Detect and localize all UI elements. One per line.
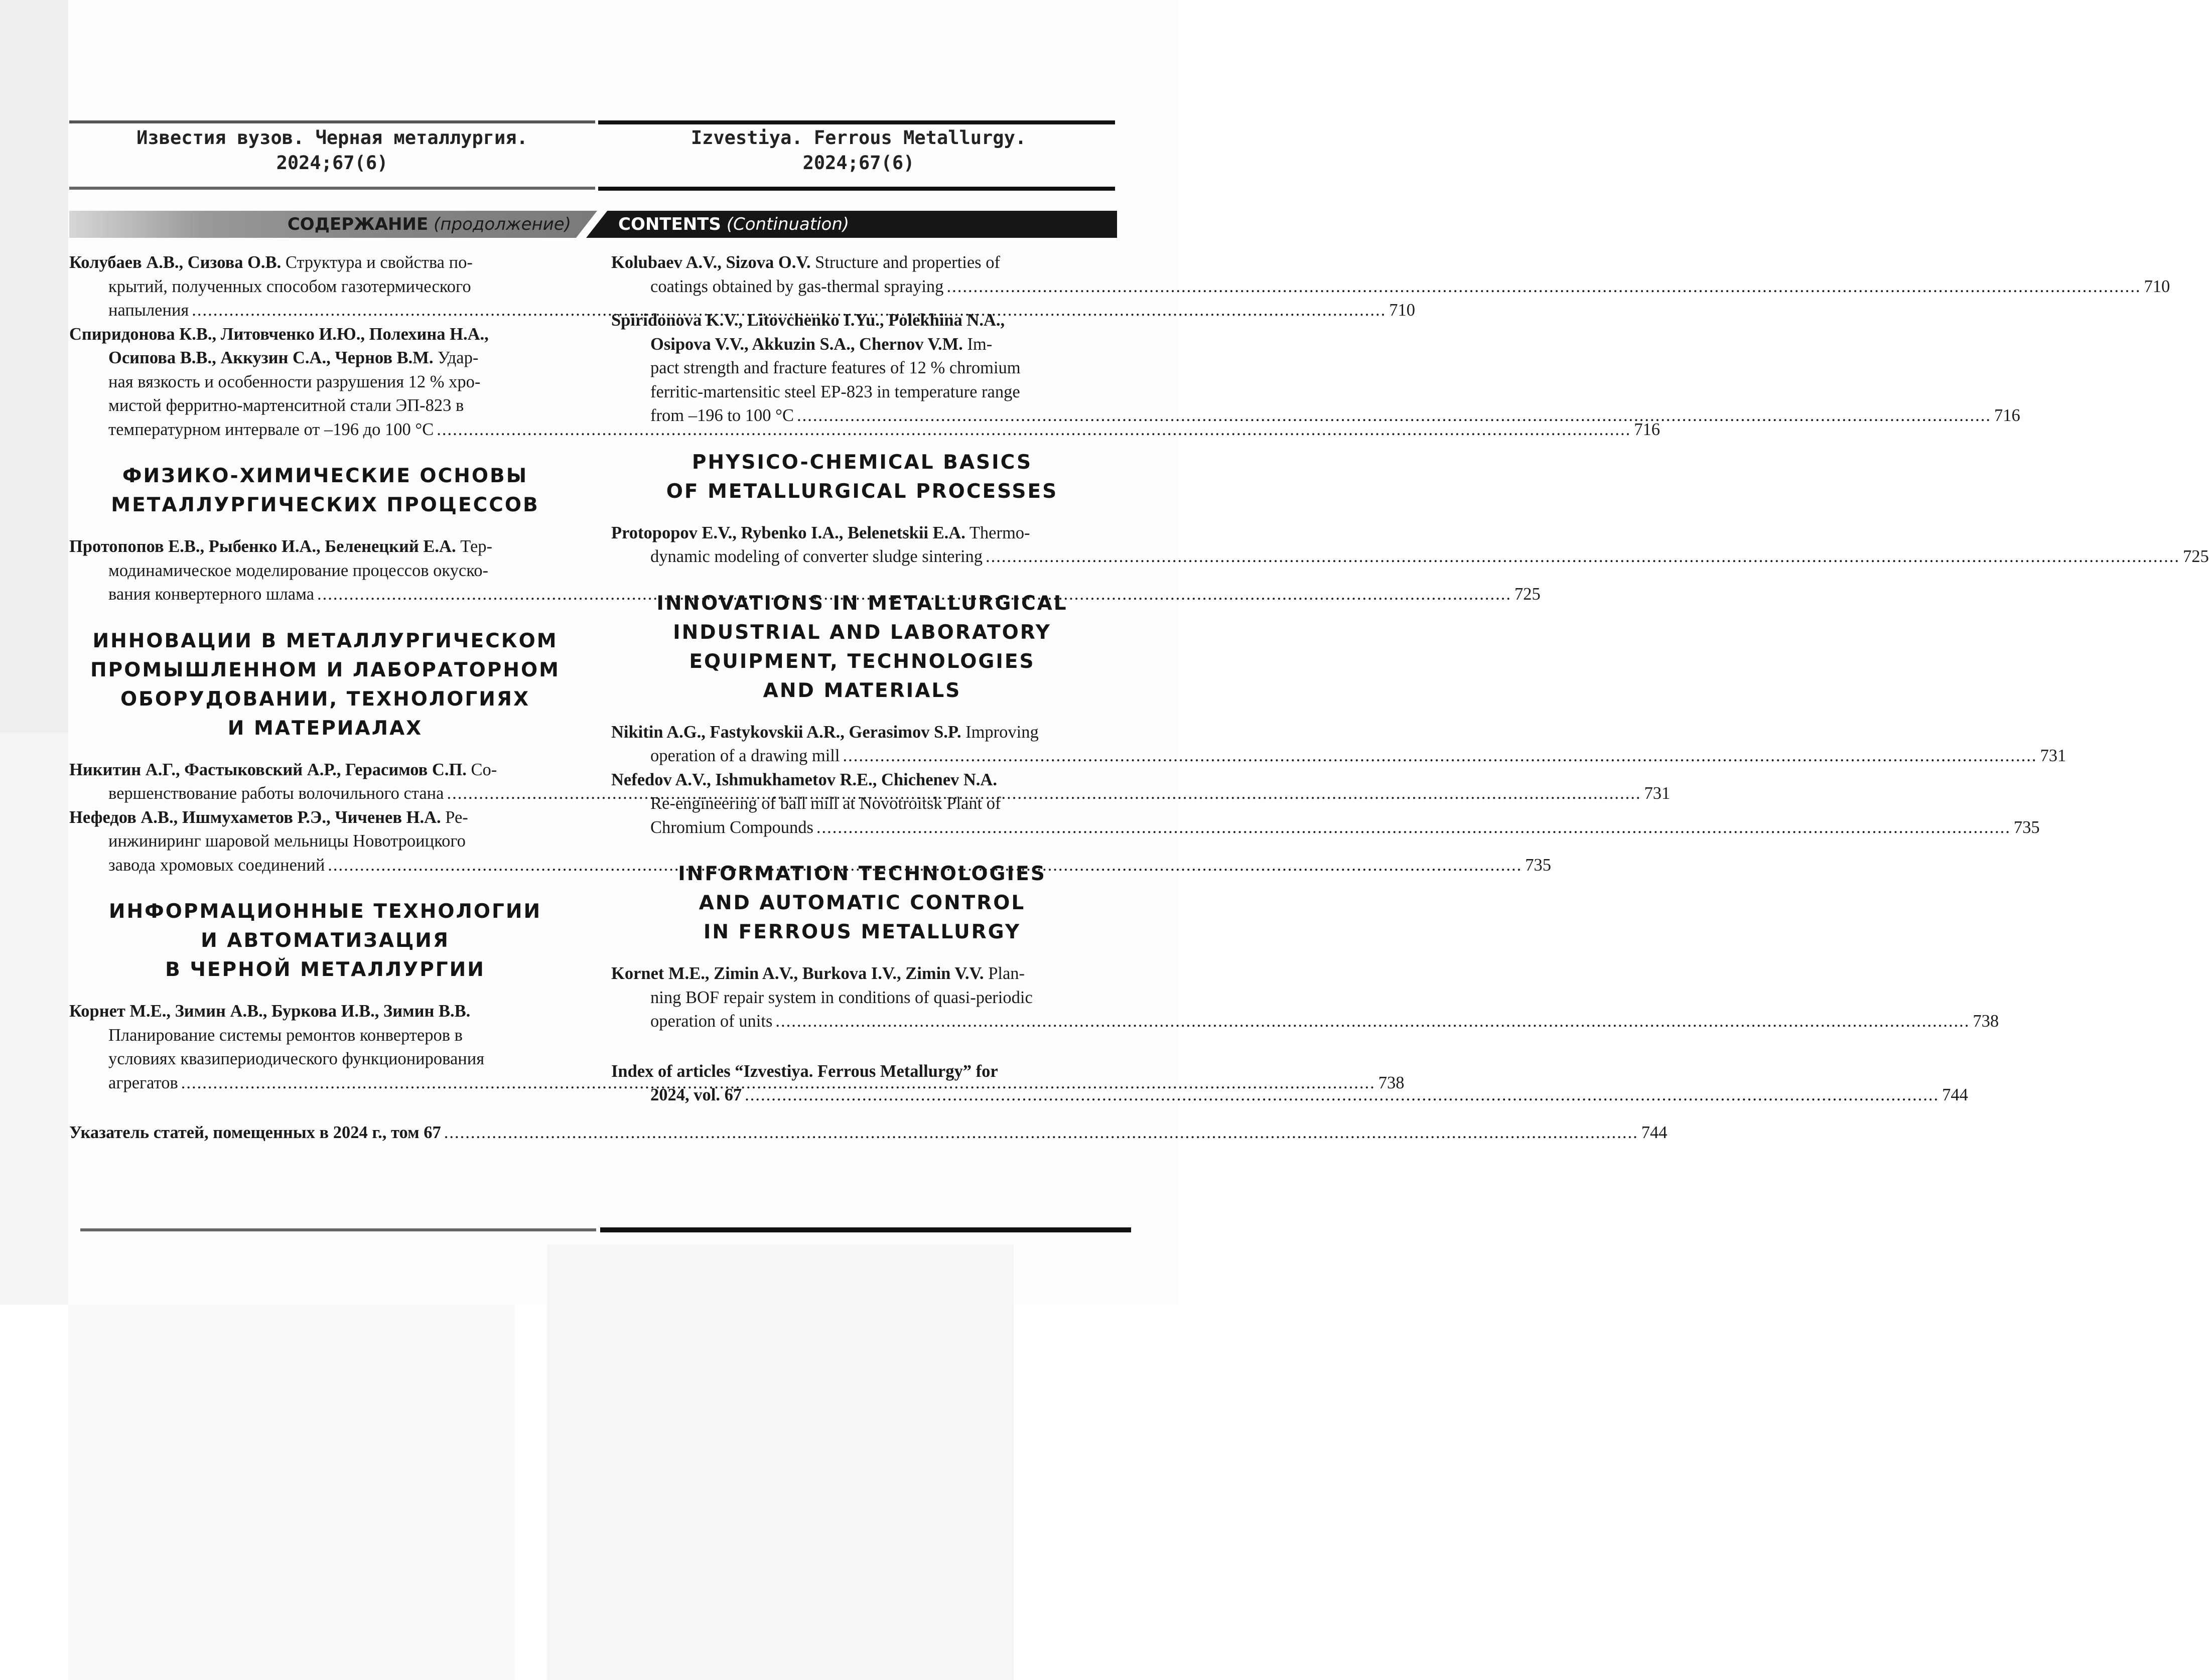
section-heading-line: ФИЗИКО-ХИМИЧЕСКИЕ ОСНОВЫ [122,465,528,487]
entry-title-start: Thermo- [965,523,1030,542]
index-title: Указатель статей, помещенных в 2024 г., том 67 [69,1123,441,1142]
contents-label-en [618,211,849,238]
entry-title-end: Chromium Compounds [650,817,813,837]
entry-authors: Корнет М.Е., Зимин А.В., Буркова И.В., Зимин В.В. [69,1002,471,1021]
section-heading [69,897,581,985]
entry-title-start: Structure and properties of [810,253,1000,272]
dot-leader [946,277,2141,296]
journal-title-ru: Известия вузов. Черная металлургия. [136,127,528,149]
contents-note-ru: (продолжение) [434,214,571,234]
entry-title-end: coatings obtained by gas-thermal spraying [650,276,944,296]
section-heading-line: И АВТОМАТИЗАЦИЯ [201,929,450,952]
section-heading-line: INFORMATION TECHNOLOGIES [678,863,1046,885]
entry-last-line [69,418,1660,442]
entry-last-line [611,1010,1999,1034]
contents-column-en [611,251,2209,1107]
top-rule-right [598,120,1115,124]
section-heading [611,448,1113,506]
section-heading-line: INNOVATIONS IN METALLURGICAL [656,592,1068,615]
top-rule-left [69,120,595,123]
page-number: 738 [1973,1012,1999,1031]
section-heading-line: OF METALLURGICAL PROCESSES [666,480,1058,503]
section-heading-line: И МАТЕРИАЛАХ [227,717,423,740]
entry-first-line [611,521,1113,545]
dot-leader [843,746,2037,765]
section-heading-line: INDUSTRIAL AND LABORATORY [673,621,1051,644]
page-number: 744 [1641,1123,1668,1142]
section-heading [69,462,581,520]
section-heading-line: PHYSICO-CHEMICAL BASICS [692,451,1033,474]
entry-title-end: напыления [108,301,189,320]
section-heading-line: AND MATERIALS [763,679,961,702]
entry-first-line [611,251,1113,275]
entry-authors: Никитин А.Г., Фастыковский А.Р., Герасимов С.П. [69,760,467,779]
page-number: 744 [1942,1085,1968,1104]
entry-title-start: Со- [466,760,497,779]
entry-title-end: агрегатов [108,1073,178,1092]
page-number: 725 [1514,585,1541,604]
index-line [69,1121,1668,1145]
section-heading-line: ПРОМЫШЛЕННОМ И ЛАБОРАТОРНОМ [90,658,560,681]
journal-header-ru [70,125,594,176]
contents-title-en: CONTENTS [618,214,721,234]
bottom-rule-right [600,1227,1131,1232]
page-number: 731 [1644,784,1671,803]
journal-issue-ru: 2024;67(6) [276,152,388,174]
dot-leader [745,1085,1939,1104]
scan-bottom-area-right [547,1244,1014,1680]
header-rule-left [69,187,595,190]
toc-entry [611,962,1999,1034]
entry-first-line [69,251,581,275]
header-rule-right [598,187,1115,191]
entry-authors: Protopopov E.V., Rybenko I.A., Belenetskii E.A. [611,523,965,542]
toc-entry [611,521,2209,569]
entry-authors: Nefedov A.V., Ishmukhametov R.E., Chichenev N.A. [611,770,997,789]
entry-title-end: вершенствование работы волочильного стана [108,784,444,803]
contents-title-ru: СОДЕРЖАНИЕ [287,214,429,234]
entry-title-end: температурном интервале от –196 до 100 °С [108,419,434,439]
entry-title-end: operation of units [650,1012,773,1031]
journal-title-en: Izvestiya. Ferrous Metallurgy. [691,127,1027,149]
page-number: 710 [2144,276,2170,296]
toc-entry [611,721,2066,768]
index-title-end: 2024, vol. 67 [650,1085,742,1104]
entry-first-line [69,806,581,830]
page-number: 710 [1389,301,1416,320]
dot-leader [797,406,1991,425]
contents-note-en: (Continuation) [726,214,850,234]
entry-first-line [611,768,1113,792]
entry-last-line [611,545,2209,569]
entry-authors-line2: Osipova V.V., Akkuzin S.A., Chernov V.M. [650,334,963,354]
index-title: Index of articles “Izvestiya. Ferrous Metallurgy” for [611,1061,998,1081]
entry-last-line [611,275,2170,299]
entry-title-line: ning BOF repair system in conditions of quasi-periodic [650,988,1033,1007]
scan-margin-left-lower [0,733,68,1305]
entry-title-end: вания конвертерного шлама [108,585,315,604]
entry-title-start: Improving [961,722,1039,742]
entry-authors-cont [69,346,581,370]
index-last-line [611,1083,1968,1107]
entry-title-start: Plan- [984,964,1025,983]
bottom-rule-left [80,1228,596,1231]
entry-first-line [69,323,581,347]
entry-first-line [69,758,581,782]
entry-authors: Спиридонова К.В., Литовченко И.Ю., Полехина Н.А., [69,324,489,344]
entry-title-start: Тер- [456,537,493,556]
section-heading [611,589,1113,706]
dot-leader [444,1121,1638,1145]
entry-authors-cont [611,333,1113,357]
section-heading-line: ОБОРУДОВАНИИ, ТЕХНОЛОГИЯХ [120,687,530,711]
page-number: 716 [1634,419,1660,439]
dot-leader [775,1012,1970,1031]
journal-header-en [600,125,1117,176]
page-number: 735 [1525,855,1552,875]
entry-title-line: мистой ферритно-мартенситной стали ЭП-823 в [108,396,464,415]
entry-last-line [611,404,2020,428]
entry-title-line: условиях квазипериодического функционирования [108,1049,485,1068]
section-heading-line: ИННОВАЦИИ В МЕТАЛЛУРГИЧЕСКОМ [92,629,558,652]
page-number: 716 [1994,406,2020,425]
entry-authors: Колубаев А.В., Сизова О.В. [69,253,282,272]
entry-authors-line2: Осипова В.В., Аккузин С.А., Чернов В.М. [108,348,434,367]
entry-authors: Spiridonova K.V., Litovchenko I.Yu., Polekhina N.A., [611,311,1005,330]
page-number: 725 [2183,547,2209,566]
contents-label-ru [288,211,571,238]
section-heading [611,860,1113,947]
entry-first-line [611,721,1113,745]
entry-title-line: инжиниринг шаровой мельницы Новотроицкого [108,831,466,851]
dot-leader [816,818,2011,837]
section-heading-line: ИНФОРМАЦИОННЫЕ ТЕХНОЛОГИИ [108,900,542,923]
entry-title-end: завода хромовых соединений [108,855,325,875]
entry-title-line: модинамическое моделирование процессов окуско- [108,561,488,580]
entry-authors: Nikitin A.G., Fastykovskii A.R., Gerasimov S.P. [611,722,961,742]
section-heading-line: AND AUTOMATIC CONTROL [699,892,1026,914]
toc-entry [611,251,2170,299]
entry-authors: Нефедов А.В., Ишмухаметов Р.Э., Чиченев Н.А. [69,807,441,827]
entry-authors: Kolubaev A.V., Sizova O.V. [611,253,811,272]
entry-title-line: Планирование системы ремонтов конвертеров в [108,1025,463,1045]
page-number: 735 [2013,817,2040,837]
entry-first-line [69,535,581,559]
entry-title-start: Im- [962,334,993,354]
section-heading-line: В ЧЕРНОЙ МЕТАЛЛУРГИИ [165,958,485,981]
entry-title-start: Структура и свойства по- [281,253,473,272]
section-heading-line: EQUIPMENT, TECHNOLOGIES [689,650,1035,673]
entry-title-end: dynamic modeling of converter sludge sintering [650,547,983,566]
scan-bottom-area-left [68,1305,515,1680]
entry-title-line: ferritic-martensitic steel EP-823 in temperature range [650,382,1020,401]
section-heading-line: IN FERROUS METALLURGY [703,921,1021,943]
entry-first-line [611,962,1113,986]
entry-last-line [611,816,2040,840]
entry-authors: Протопопов Е.В., Рыбенко И.А., Беленецкий Е.А. [69,537,456,556]
entry-title-end: operation of a drawing mill [650,746,840,765]
index-entry [69,1121,1668,1145]
page-number: 731 [2040,746,2066,765]
entry-last-line [611,744,2066,768]
index-first-line [611,1060,1113,1084]
entry-first-line [69,1000,581,1024]
scan-margin-left [0,0,68,733]
entry-first-line [611,309,1113,333]
entry-title-end: from –196 to 100 °C [650,406,794,425]
entry-title-start: Удар- [433,348,479,367]
entry-title-line: ная вязкость и особенности разрушения 12 % хро- [108,372,481,391]
page-number: 738 [1378,1073,1405,1092]
journal-issue-en: 2024;67(6) [802,152,915,174]
section-heading-line: МЕТАЛЛУРГИЧЕСКИХ ПРОЦЕССОВ [111,494,539,516]
entry-title-start: Ре- [441,807,468,827]
section-heading [69,627,581,743]
entry-title-line: Re-engineering of ball mill at Novotroitsk Plant of [650,794,1001,813]
entry-title-line: крытий, полученных способом газотермического [108,276,471,296]
entry-authors: Kornet M.E., Zimin A.V., Burkova I.V., Zimin V.V. [611,964,984,983]
dot-leader [986,547,2180,566]
entry-title-line: pact strength and fracture features of 12 % chromium [650,358,1021,377]
